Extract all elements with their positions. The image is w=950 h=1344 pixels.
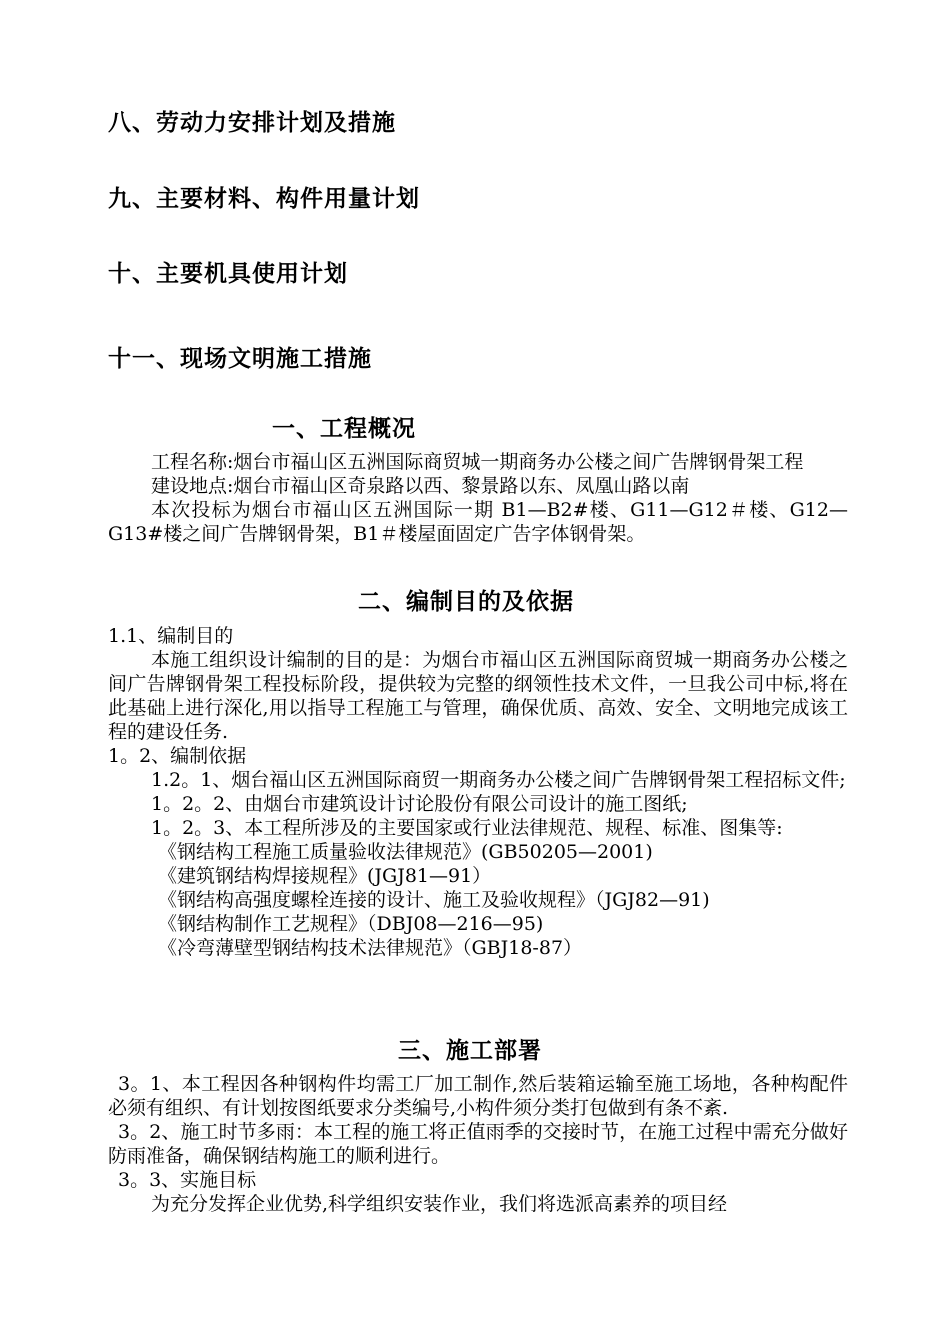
deployment-item-2: 3。2、施工时节多雨：本工程的施工将正值雨季的交接时节，在施工过程中需充分做好防雨准备，确保钢结构施工的顺利进行。 xyxy=(108,1121,848,1167)
bid-scope-paragraph: 本次投标为烟台市福山区五洲国际一期 B1—B2#楼、G11—G12＃楼、G12—G13#楼之间广告牌钢骨架，B1＃楼屋面固定广告字体钢骨架。 xyxy=(108,499,848,545)
section-2-body xyxy=(108,624,848,960)
subheading-purpose: 1.1、编制目的 xyxy=(108,625,234,647)
basis-item-2: 1。2。2、由烟台市建筑设计讨论股份有限公司设计的施工图纸; xyxy=(151,793,688,815)
deployment-item-1: 3。1、本工程因各种钢构件均需工厂加工制作,然后装箱运输至施工场地，各种构配件必须有组织、有计划按图纸要求分类编号,小构件须分类打包做到有条不紊. xyxy=(108,1073,848,1119)
goal-paragraph: 为充分发挥企业优势,科学组织安装作业，我们将选派高素养的项目经 xyxy=(151,1193,728,1215)
toc-item-10: 十、主要机具使用计划 xyxy=(108,261,348,287)
subheading-basis: 1。2、编制依据 xyxy=(108,745,247,767)
section-1-body xyxy=(108,450,848,546)
section-2-title: 二、编制目的及依据 xyxy=(358,589,574,615)
section-1-title: 一、工程概况 xyxy=(272,416,416,442)
standard-item: 《建筑钢结构焊接规程》(JGJ81—91） xyxy=(158,865,492,887)
basis-item-1: 1.2。1、烟台福山区五洲国际商贸一期商务办公楼之间广告牌钢骨架工程招标文件; xyxy=(151,769,846,791)
standard-item: 《钢结构高强度螺栓连接的设计、施工及验收规程》（JGJ82—91) xyxy=(158,889,710,911)
standard-item: 《冷弯薄壁型钢结构技术法律规范》（GBJ18-87） xyxy=(158,937,583,959)
toc-item-9: 九、主要材料、构件用量计划 xyxy=(108,186,420,212)
toc-item-8: 八、劳动力安排计划及措施 xyxy=(108,110,396,136)
standard-item: 《钢结构工程施工质量验收法律规范》(GB50205—2001) xyxy=(158,841,653,863)
section-3-body xyxy=(108,1072,848,1216)
standard-item: 《钢结构制作工艺规程》（DBJ08—216—95) xyxy=(158,913,544,935)
section-3-title: 三、施工部署 xyxy=(398,1038,542,1064)
toc-item-11: 十一、现场文明施工措施 xyxy=(108,346,372,372)
project-name-paragraph: 工程名称:烟台市福山区五洲国际商贸城一期商务办公楼之间广告牌钢骨架工程 xyxy=(151,451,804,473)
project-location-paragraph: 建设地点:烟台市福山区奇泉路以西、黎景路以东、凤凰山路以南 xyxy=(151,475,690,497)
deployment-item-3: 3。3、实施目标 xyxy=(118,1169,257,1191)
basis-item-3: 1。2。3、本工程所涉及的主要国家或行业法律规范、规程、标准、图集等: xyxy=(151,817,783,839)
purpose-paragraph: 本施工组织设计编制的目的是：为烟台市福山区五洲国际商贸城一期商务办公楼之间广告牌钢骨架工程投标阶段，提供较为完整的纲领性技术文件，一旦我公司中标,将在此基础上进行深化,用以指导工程施工与管理，确保优质、高效、安全、文明地完成该工程的建设任务. xyxy=(108,649,848,743)
